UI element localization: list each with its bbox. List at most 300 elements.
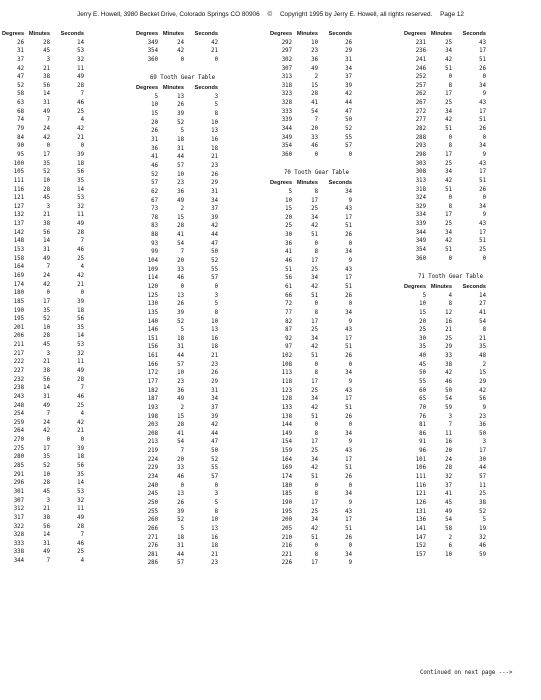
degrees-cell: 241 bbox=[415, 56, 426, 63]
degrees-cell: 140 bbox=[147, 318, 158, 325]
seconds-cell: 39 bbox=[77, 445, 84, 452]
minutes-cell: 42 bbox=[311, 223, 318, 230]
table-row bbox=[270, 39, 352, 48]
degrees-cell: 60 bbox=[419, 387, 426, 394]
degrees-cell: 141 bbox=[415, 525, 426, 532]
seconds-cell: 29 bbox=[211, 180, 218, 187]
minutes-cell: 15 bbox=[177, 413, 184, 420]
minutes-cell: 0 bbox=[314, 543, 318, 550]
minutes-cell: 51 bbox=[311, 534, 318, 541]
degrees-cell: 246 bbox=[415, 65, 426, 72]
table-row bbox=[136, 482, 218, 491]
table-row bbox=[2, 186, 84, 195]
table-row bbox=[136, 119, 218, 128]
seconds-cell: 17 bbox=[345, 335, 352, 342]
table-row bbox=[404, 125, 486, 134]
table-row bbox=[136, 404, 218, 413]
degrees-cell: 51 bbox=[285, 266, 292, 273]
minutes-cell: 23 bbox=[177, 180, 184, 187]
seconds-cell: 23 bbox=[211, 361, 218, 368]
seconds-cell: 34 bbox=[345, 551, 352, 558]
minutes-cell: 10 bbox=[43, 324, 50, 331]
table-row bbox=[270, 395, 352, 404]
table-row bbox=[2, 125, 84, 134]
minutes-cell: 31 bbox=[177, 344, 184, 351]
seconds-cell: 49 bbox=[77, 514, 84, 521]
seconds-cell: 17 bbox=[479, 448, 486, 455]
minutes-cell: 10 bbox=[43, 471, 50, 478]
degrees-cell: 195 bbox=[13, 316, 24, 323]
table-row bbox=[136, 438, 218, 447]
minutes-cell: 57 bbox=[177, 560, 184, 567]
table-row bbox=[2, 160, 84, 169]
seconds-cell: 23 bbox=[479, 413, 486, 420]
table-row bbox=[2, 479, 84, 488]
minutes-cell: 52 bbox=[177, 517, 184, 524]
degrees-cell: 257 bbox=[415, 82, 426, 89]
seconds-cell: 59 bbox=[479, 551, 486, 558]
seconds-cell: 34 bbox=[479, 82, 486, 89]
seconds-cell: 49 bbox=[77, 74, 84, 81]
degrees-cell: 135 bbox=[147, 309, 158, 316]
seconds-cell: 21 bbox=[211, 48, 218, 55]
minutes-cell: 28 bbox=[177, 223, 184, 230]
seconds-cell: 5 bbox=[214, 301, 218, 308]
minutes-cell: 39 bbox=[177, 508, 184, 515]
minutes-cell: 0 bbox=[448, 255, 452, 262]
table-row bbox=[404, 499, 486, 508]
table-row bbox=[136, 274, 218, 283]
seconds-cell: 4 bbox=[80, 264, 84, 271]
page-header bbox=[0, 11, 541, 18]
seconds-cell: 15 bbox=[479, 370, 486, 377]
degrees-cell: 195 bbox=[281, 508, 292, 515]
degrees-cell: 354 bbox=[281, 143, 292, 150]
degrees-cell: 133 bbox=[281, 404, 292, 411]
minutes-cell: 58 bbox=[445, 525, 452, 532]
minutes-cell: 25 bbox=[311, 448, 318, 455]
minutes-cell: 17 bbox=[311, 560, 318, 567]
seconds-cell: 10 bbox=[211, 318, 218, 325]
seconds-cell: 51 bbox=[479, 117, 486, 124]
minutes-cell: 36 bbox=[177, 188, 184, 195]
minutes-cell: 42 bbox=[445, 56, 452, 63]
degrees-cell: 91 bbox=[419, 439, 426, 446]
seconds-cell: 57 bbox=[345, 143, 352, 150]
table-row bbox=[404, 56, 486, 65]
minutes-cell: 11 bbox=[445, 430, 452, 437]
minutes-cell: 8 bbox=[314, 249, 318, 256]
minutes-cell: 8 bbox=[314, 309, 318, 316]
table-row bbox=[270, 525, 352, 534]
seconds-cell: 46 bbox=[77, 100, 84, 107]
seconds-cell: 31 bbox=[211, 387, 218, 394]
table-row bbox=[270, 108, 352, 117]
table-row bbox=[270, 248, 352, 257]
degrees-cell: 15 bbox=[285, 206, 292, 213]
degrees-cell: 324 bbox=[415, 195, 426, 202]
table-row bbox=[270, 116, 352, 125]
degrees-cell: 190 bbox=[281, 499, 292, 506]
minutes-cell: 8 bbox=[314, 370, 318, 377]
table-row bbox=[270, 343, 352, 352]
seconds-cell: 31 bbox=[211, 188, 218, 195]
degrees-cell: 354 bbox=[415, 247, 426, 254]
seconds-cell: 54 bbox=[479, 318, 486, 325]
seconds-cell: 9 bbox=[482, 212, 486, 219]
table-row bbox=[2, 557, 84, 566]
degrees-cell: 250 bbox=[147, 499, 158, 506]
minutes-cell: 7 bbox=[314, 117, 318, 124]
seconds-cell: 44 bbox=[211, 232, 218, 239]
seconds-cell: 32 bbox=[77, 56, 84, 63]
degrees-cell: 298 bbox=[415, 151, 426, 158]
table-row bbox=[270, 430, 352, 439]
table-row bbox=[2, 471, 84, 480]
minutes-cell: 20 bbox=[311, 126, 318, 133]
degrees-cell: 277 bbox=[415, 117, 426, 124]
seconds-cell: 50 bbox=[211, 249, 218, 256]
seconds-cell: 17 bbox=[345, 275, 352, 282]
seconds-cell: 0 bbox=[482, 74, 486, 81]
seconds-cell: 7 bbox=[80, 91, 84, 98]
minutes-cell: 3 bbox=[46, 203, 50, 210]
minutes-cell: 46 bbox=[311, 143, 318, 150]
degrees-cell: 149 bbox=[281, 430, 292, 437]
minutes-cell: 0 bbox=[314, 151, 318, 158]
seconds-cell: 25 bbox=[77, 402, 84, 409]
seconds-cell: 0 bbox=[348, 301, 352, 308]
seconds-cell: 18 bbox=[77, 454, 84, 461]
degrees-cell: 30 bbox=[419, 335, 426, 342]
minutes-cell: 46 bbox=[177, 474, 184, 481]
minutes-cell: 26 bbox=[177, 102, 184, 109]
minutes-cell: 7 bbox=[46, 558, 50, 565]
table-row bbox=[404, 508, 486, 517]
seconds-cell: 9 bbox=[482, 404, 486, 411]
table-row bbox=[2, 376, 84, 385]
degrees-cell: 125 bbox=[147, 292, 158, 299]
degrees-cell: 25 bbox=[419, 327, 426, 334]
seconds-cell: 32 bbox=[479, 534, 486, 541]
table-row bbox=[404, 378, 486, 387]
seconds-cell: 49 bbox=[77, 221, 84, 228]
degrees-cell: 5 bbox=[154, 93, 158, 100]
seconds-cell: 0 bbox=[214, 482, 218, 489]
table-row bbox=[270, 274, 352, 283]
degrees-cell: 156 bbox=[147, 344, 158, 351]
table-row bbox=[270, 551, 352, 560]
minutes-cell: 41 bbox=[311, 100, 318, 107]
degrees-cell: 288 bbox=[415, 134, 426, 141]
minutes-cell: 18 bbox=[177, 137, 184, 144]
seconds-cell: 37 bbox=[211, 404, 218, 411]
degrees-cell: 360 bbox=[281, 151, 292, 158]
degrees-cell: 45 bbox=[419, 361, 426, 368]
copyright-notice: Copyright 1995 by Jerry E. Howell, all rights reserved. bbox=[279, 11, 433, 18]
table-row bbox=[404, 542, 486, 551]
degrees-cell: 217 bbox=[13, 350, 24, 357]
minutes-cell: 7 bbox=[46, 411, 50, 418]
minutes-cell: 51 bbox=[445, 247, 452, 254]
table-row bbox=[270, 464, 352, 473]
degrees-cell: 291 bbox=[13, 471, 24, 478]
minutes-cell: 36 bbox=[177, 387, 184, 394]
minutes-cell: 28 bbox=[43, 39, 50, 46]
table-row bbox=[2, 514, 84, 523]
degrees-cell: 104 bbox=[147, 258, 158, 265]
degrees-cell: 61 bbox=[285, 283, 292, 290]
table-row bbox=[136, 47, 218, 56]
minutes-cell: 24 bbox=[43, 126, 50, 133]
seconds-cell: 10 bbox=[211, 119, 218, 126]
minutes-cell: 31 bbox=[177, 543, 184, 550]
table-row bbox=[2, 151, 84, 160]
table-row bbox=[136, 197, 218, 206]
table-row bbox=[270, 404, 352, 413]
degrees-cell: 282 bbox=[415, 126, 426, 133]
minutes-cell: 46 bbox=[445, 378, 452, 385]
seconds-cell: 34 bbox=[345, 491, 352, 498]
seconds-cell: 51 bbox=[345, 465, 352, 472]
degrees-cell: 146 bbox=[147, 327, 158, 334]
seconds-cell: 7 bbox=[80, 238, 84, 245]
table-row bbox=[136, 214, 218, 223]
seconds-cell: 2 bbox=[482, 361, 486, 368]
degrees-cell: 82 bbox=[285, 318, 292, 325]
table-row bbox=[136, 145, 218, 154]
seconds-cell: 26 bbox=[345, 292, 352, 299]
degrees-cell: 131 bbox=[415, 508, 426, 515]
seconds-cell: 18 bbox=[77, 160, 84, 167]
degrees-cell: 267 bbox=[415, 100, 426, 107]
minutes-cell: 42 bbox=[311, 525, 318, 532]
table-row bbox=[2, 384, 84, 393]
seconds-cell: 37 bbox=[211, 206, 218, 213]
table-row bbox=[270, 151, 352, 160]
seconds-cell: 37 bbox=[345, 74, 352, 81]
degrees-cell: 185 bbox=[13, 298, 24, 305]
table-row bbox=[404, 116, 486, 125]
seconds-cell: 56 bbox=[77, 463, 84, 470]
seconds-cell: 34 bbox=[345, 370, 352, 377]
degrees-cell: 46 bbox=[285, 258, 292, 265]
minutes-cell: 3 bbox=[46, 350, 50, 357]
degrees-cell: 285 bbox=[13, 463, 24, 470]
seconds-cell: 17 bbox=[479, 48, 486, 55]
table-row bbox=[2, 65, 84, 74]
table-row bbox=[136, 56, 218, 65]
minutes-cell: 8 bbox=[448, 203, 452, 210]
seconds-cell: 46 bbox=[77, 540, 84, 547]
degrees-cell: 172 bbox=[147, 370, 158, 377]
minutes-cell: 49 bbox=[177, 197, 184, 204]
seconds-cell: 28 bbox=[77, 229, 84, 236]
seconds-cell: 11 bbox=[77, 212, 84, 219]
minutes-cell: 34 bbox=[311, 275, 318, 282]
table-row bbox=[136, 464, 218, 473]
degrees-cell: 292 bbox=[281, 39, 292, 46]
degrees-cell: 354 bbox=[147, 48, 158, 55]
seconds-cell: Seconds bbox=[194, 31, 218, 37]
minutes-cell: 13 bbox=[177, 93, 184, 100]
degrees-cell: 15 bbox=[419, 309, 426, 316]
minutes-cell: 25 bbox=[311, 206, 318, 213]
table-row bbox=[136, 387, 218, 396]
table-row bbox=[270, 292, 352, 301]
degrees-cell: 281 bbox=[147, 551, 158, 558]
seconds-cell: 38 bbox=[479, 499, 486, 506]
seconds-cell: 43 bbox=[479, 100, 486, 107]
table-row bbox=[404, 255, 486, 264]
degrees-cell: 219 bbox=[147, 448, 158, 455]
seconds-cell: 0 bbox=[348, 482, 352, 489]
table-row bbox=[2, 229, 84, 238]
minutes-cell: 39 bbox=[177, 111, 184, 118]
degrees-cell: 286 bbox=[147, 560, 158, 567]
seconds-cell: 17 bbox=[345, 517, 352, 524]
minutes-cell: 0 bbox=[314, 301, 318, 308]
degrees-cell: 312 bbox=[13, 506, 24, 513]
table-row bbox=[2, 211, 84, 220]
minutes-cell: 49 bbox=[311, 65, 318, 72]
degrees-cell: 40 bbox=[419, 353, 426, 360]
seconds-cell: 18 bbox=[211, 543, 218, 550]
seconds-cell: 42 bbox=[345, 91, 352, 98]
degrees-cell: 111 bbox=[13, 177, 24, 184]
seconds-cell: 42 bbox=[211, 422, 218, 429]
seconds-cell: 29 bbox=[479, 378, 486, 385]
seconds-cell: 5 bbox=[214, 102, 218, 109]
seconds-cell: 9 bbox=[348, 197, 352, 204]
seconds-cell: 3 bbox=[482, 439, 486, 446]
degrees-cell: 109 bbox=[147, 266, 158, 273]
table-row bbox=[2, 315, 84, 324]
minutes-cell: 34 bbox=[311, 517, 318, 524]
degrees-cell: 56 bbox=[285, 275, 292, 282]
degrees-cell: 142 bbox=[13, 229, 24, 236]
degrees-cell: 264 bbox=[13, 428, 24, 435]
degrees-cell: 41 bbox=[151, 154, 158, 161]
seconds-cell: 9 bbox=[482, 91, 486, 98]
table-row bbox=[2, 350, 84, 359]
seconds-cell: 34 bbox=[345, 65, 352, 72]
minutes-cell: 52 bbox=[43, 316, 50, 323]
seconds-cell: 44 bbox=[345, 100, 352, 107]
table-row bbox=[2, 237, 84, 246]
seconds-cell: 0 bbox=[214, 283, 218, 290]
minutes-cell: 35 bbox=[43, 160, 50, 167]
table-row bbox=[404, 395, 486, 404]
column-header-row bbox=[404, 283, 486, 292]
minutes-cell: 32 bbox=[445, 474, 452, 481]
seconds-cell: 14 bbox=[77, 186, 84, 193]
degrees-cell: 254 bbox=[13, 411, 24, 418]
degrees-cell: 144 bbox=[281, 422, 292, 429]
minutes-cell: 15 bbox=[177, 214, 184, 221]
table-row bbox=[270, 438, 352, 447]
minutes-cell: 51 bbox=[311, 292, 318, 299]
degrees-cell: 255 bbox=[147, 508, 158, 515]
minutes-cell: 46 bbox=[177, 275, 184, 282]
degrees-cell: 248 bbox=[13, 402, 24, 409]
table-row bbox=[136, 300, 218, 309]
seconds-cell: 4 bbox=[80, 411, 84, 418]
table-row bbox=[270, 447, 352, 456]
seconds-cell: 51 bbox=[345, 283, 352, 290]
seconds-cell: 55 bbox=[211, 465, 218, 472]
minutes-cell: 0 bbox=[448, 195, 452, 202]
minutes-cell: 42 bbox=[311, 283, 318, 290]
table-row bbox=[2, 298, 84, 307]
degrees-cell: 174 bbox=[13, 281, 24, 288]
minutes-cell: 0 bbox=[448, 134, 452, 141]
degrees-cell: 200 bbox=[281, 517, 292, 524]
table-row bbox=[2, 393, 84, 402]
degrees-cell: 41 bbox=[285, 249, 292, 256]
degrees-cell: 187 bbox=[147, 396, 158, 403]
degrees-cell: 307 bbox=[13, 497, 24, 504]
minutes-cell: 38 bbox=[43, 514, 50, 521]
degrees-cell: 30 bbox=[285, 232, 292, 239]
table-row bbox=[404, 151, 486, 160]
table-row bbox=[270, 369, 352, 378]
table-row bbox=[270, 516, 352, 525]
seconds-cell: 23 bbox=[211, 162, 218, 169]
seconds-cell: 25 bbox=[479, 491, 486, 498]
table-row bbox=[270, 318, 352, 327]
seconds-cell: 39 bbox=[211, 214, 218, 221]
degrees-cell: 313 bbox=[415, 177, 426, 184]
minutes-cell: 25 bbox=[311, 327, 318, 334]
table-row bbox=[270, 490, 352, 499]
degrees-cell: 164 bbox=[13, 264, 24, 271]
minutes-cell: 28 bbox=[177, 422, 184, 429]
seconds-cell: 55 bbox=[345, 134, 352, 141]
minutes-cell: 17 bbox=[445, 151, 452, 158]
seconds-cell: 35 bbox=[77, 471, 84, 478]
degrees-cell: 266 bbox=[147, 525, 158, 532]
seconds-cell: 18 bbox=[211, 344, 218, 351]
seconds-cell: 51 bbox=[345, 344, 352, 351]
continued-note: Continued on next page ---> bbox=[420, 670, 513, 676]
minutes-cell: 42 bbox=[445, 177, 452, 184]
seconds-cell: 29 bbox=[345, 48, 352, 55]
table-row bbox=[404, 177, 486, 186]
degrees-cell: 105 bbox=[13, 169, 24, 176]
seconds-cell: 17 bbox=[345, 456, 352, 463]
minutes-cell: 35 bbox=[43, 454, 50, 461]
degrees-cell: 322 bbox=[13, 523, 24, 530]
seconds-cell: 43 bbox=[479, 160, 486, 167]
degrees-cell: 111 bbox=[415, 474, 426, 481]
minutes-cell: 33 bbox=[445, 353, 452, 360]
degrees-cell: Degrees bbox=[270, 180, 293, 187]
degrees-cell: 349 bbox=[415, 238, 426, 245]
degrees-cell: 36 bbox=[151, 145, 158, 152]
minutes-cell: 31 bbox=[177, 145, 184, 152]
table-row bbox=[136, 378, 218, 387]
degrees-cell: 185 bbox=[281, 491, 292, 498]
table-row bbox=[404, 186, 486, 195]
minutes-cell: 25 bbox=[445, 39, 452, 46]
degrees-cell: 37 bbox=[17, 56, 24, 63]
minutes-cell: 2 bbox=[180, 404, 184, 411]
minutes-cell: 28 bbox=[43, 333, 50, 340]
degrees-cell: 137 bbox=[13, 221, 24, 228]
table-row bbox=[270, 222, 352, 231]
minutes-cell: 0 bbox=[180, 56, 184, 63]
